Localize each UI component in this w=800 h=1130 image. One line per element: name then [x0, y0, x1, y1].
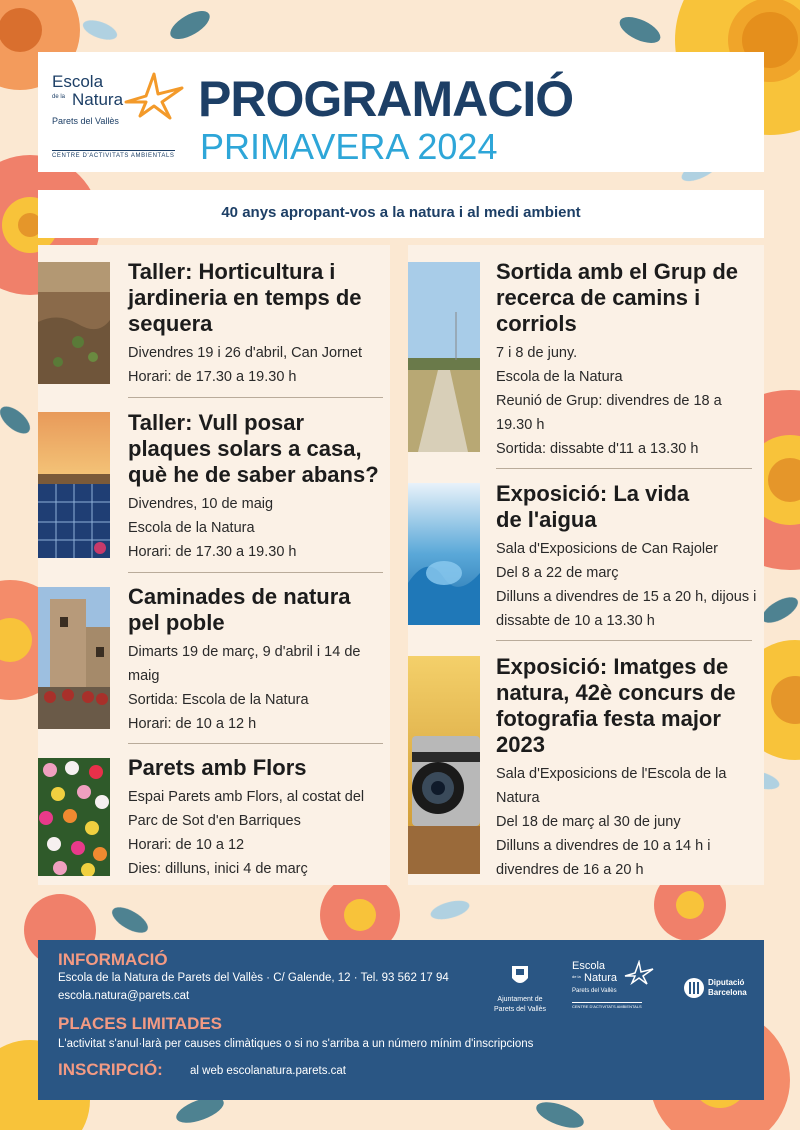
tagline: 40 anys apropant-vos a la natura i al medi ambient	[221, 204, 581, 221]
places-text: L'activitat s'anul·larà per causes climàtiques o si no s'arriba a un número mínim d'inscripcions	[58, 1038, 534, 1050]
village-walk-photo	[38, 587, 110, 729]
diputacio-emblem-icon	[684, 978, 704, 998]
divider	[496, 640, 752, 641]
event-detail: Divendres, 10 de maig	[128, 496, 274, 512]
garden-soil-photo	[38, 262, 110, 384]
info-footer	[38, 940, 764, 1100]
footer-logo-small: de la	[572, 974, 581, 979]
ajuntament-line2: Parets del Vallès	[493, 1006, 546, 1013]
places-heading: PLACES LIMITADES	[58, 1014, 223, 1033]
event-detail: Sala d'Exposicions de l'Escola de la Natura	[496, 766, 727, 806]
event-detail: Escola de la Natura	[128, 520, 255, 536]
event-detail: Divendres 19 i 26 d'abril, Can Jornet	[128, 345, 363, 361]
logo-line4: CENTRE D'ACTIVITATS AMBIENTALS	[52, 150, 175, 159]
info-email: escola.natura@parets.cat	[58, 990, 190, 1002]
flowers-photo	[38, 758, 110, 876]
diputacio-line1: Diputació	[708, 978, 745, 987]
inscripcio-text: al web escolanatura.parets.cat	[190, 1065, 346, 1077]
divider	[128, 572, 383, 573]
event-title: Taller: Horticultura i jardineria en temps de sequera	[128, 259, 362, 336]
footer-logo-line4: CENTRE D'ACTIVITATS AMBIENTALS	[572, 1004, 642, 1009]
event-detail: Horari: de 17.30 a 19.30 h	[128, 369, 297, 385]
coat-of-arms-icon	[510, 964, 530, 988]
logo-line3: Parets del Vallès	[52, 116, 119, 126]
solar-panels-photo	[38, 412, 110, 558]
event-title: Exposició: La vida de l'aigua	[496, 481, 690, 532]
event-detail: Sortida: Escola de la Natura	[128, 692, 309, 708]
escola-natura-logo	[52, 72, 192, 168]
star-logo-icon	[124, 72, 184, 120]
event-detail: Horari: de 10 a 12 h	[128, 716, 257, 732]
event-detail: Sala d'Exposicions de Can Rajoler	[496, 541, 719, 557]
event-detail: Del 8 a 22 de març	[496, 565, 619, 581]
event-title: Sortida amb el Grup de recerca de camins i corriols	[496, 259, 739, 336]
event-detail: 7 i 8 de juny.	[496, 345, 578, 361]
info-heading: INFORMACIÓ	[58, 950, 168, 969]
event-item	[128, 584, 383, 736]
event-detail: Del 18 de març al 30 de juny	[496, 814, 681, 830]
event-title: Exposició: Imatges de natura, 42è concurs de fotografia festa major 2023	[496, 654, 736, 757]
diputacio-line2: Barcelona	[708, 988, 747, 997]
event-detail: Dies: dilluns, inici 4 de març	[128, 861, 308, 877]
event-item	[128, 755, 383, 881]
divider	[496, 468, 752, 469]
info-line: Escola de la Natura de Parets del Vallès · C/ Galende, 12 · Tel. 93 562 17 94	[58, 972, 449, 984]
logo-line2: Natura	[72, 90, 124, 109]
event-detail: Escola de la Natura	[496, 369, 623, 385]
footer-logo-line1: Escola	[572, 960, 606, 972]
divider	[128, 743, 383, 744]
camera-photo	[408, 656, 480, 874]
logo-line1: Escola	[52, 72, 104, 91]
inscripcio-heading: INSCRIPCIÓ:	[58, 1060, 163, 1079]
ajuntament-logo	[490, 964, 550, 1020]
page-title: PROGRAMACIÓ	[198, 71, 574, 127]
tagline-banner	[38, 190, 764, 238]
event-detail: Dilluns a divendres de 10 a 14 h i divendres de 16 a 20 h	[496, 838, 711, 878]
diputacio-logo	[684, 976, 760, 1006]
ajuntament-line1: Ajuntament de	[497, 996, 543, 1003]
event-item	[128, 259, 383, 389]
footer-logo-line3: Parets del Vallès	[572, 988, 617, 994]
event-detail: Espai Parets amb Flors, al costat del Parc de Sot d'en Barriques	[128, 789, 365, 829]
event-detail: Sortida: dissabte d'11 a 13.30 h	[496, 441, 699, 457]
page-subtitle: PRIMAVERA 2024	[200, 126, 498, 167]
event-detail: Horari: de 17.30 a 19.30 h	[128, 544, 297, 560]
event-detail: Dilluns a divendres de 15 a 20 h, dijous i dissabte de 10 a 13.30 h	[496, 589, 757, 629]
star-logo-icon	[624, 960, 654, 986]
water-splash-photo	[408, 483, 480, 625]
event-detail: Reunió de Grup: divendres de 18 a 19.30 h	[496, 393, 722, 433]
event-item	[496, 481, 758, 633]
event-item	[128, 410, 386, 564]
event-title: Parets amb Flors	[128, 755, 307, 780]
footer-logo-line2: Natura	[584, 972, 618, 984]
escola-natura-footer-logo	[572, 960, 668, 1016]
logo-small-text: de la	[52, 94, 66, 100]
header-banner	[38, 52, 764, 172]
event-item	[496, 259, 758, 461]
event-detail: Dimarts 19 de març, 9 d'abril i 14 de maig	[128, 644, 361, 684]
event-title: Caminades de natura pel poble	[128, 584, 351, 635]
event-detail: Horari: de 10 a 12	[128, 837, 245, 853]
event-item	[496, 654, 758, 882]
event-title: Taller: Vull posar plaques solars a casa, què he de saber abans?	[128, 410, 379, 487]
divider	[128, 397, 383, 398]
country-path-photo	[408, 262, 480, 452]
